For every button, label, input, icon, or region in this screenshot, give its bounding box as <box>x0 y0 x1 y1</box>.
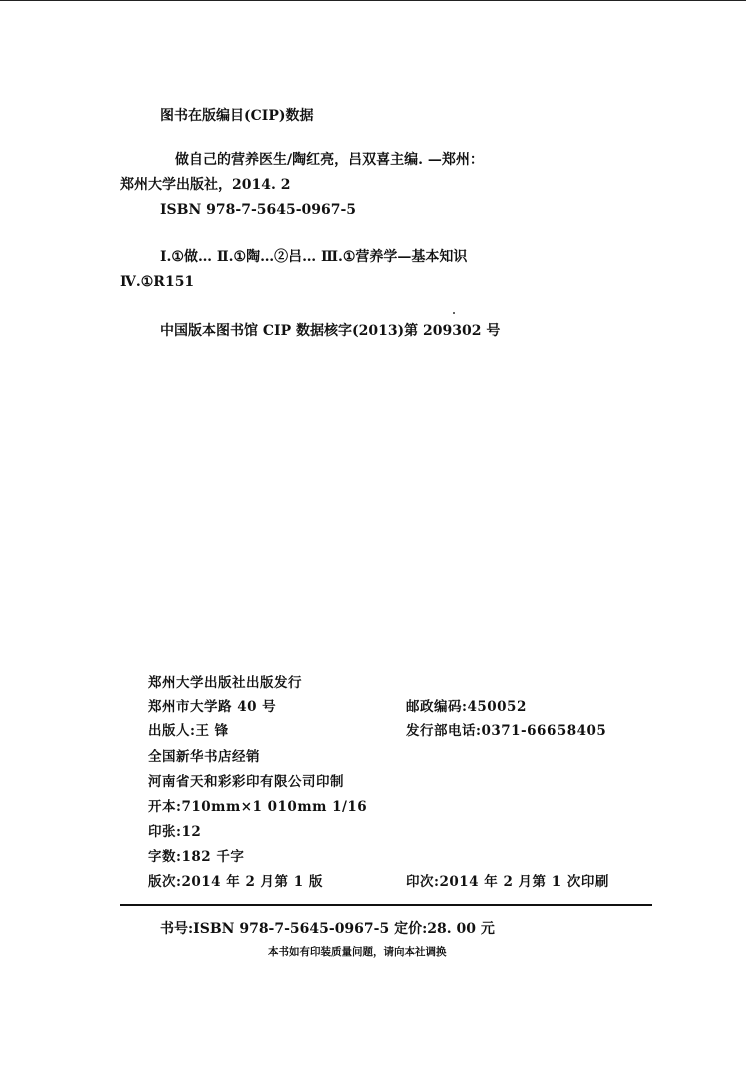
cip-book-title-line: 做自己的营养医生/陶红亮，吕双喜主编. —郑州： <box>175 152 484 168</box>
cip-isbn: ISBN 978-7-5645-0967-5 <box>160 202 357 218</box>
cip-record-number: 中国版本图书馆 CIP 数据核字(2013)第 209302 号 <box>160 323 501 339</box>
publisher-postcode: 邮政编码:450052 <box>406 699 527 715</box>
publisher-person: 出版人:王 锋 <box>148 723 229 739</box>
publisher-name: 郑州大学出版社出版发行 <box>148 675 302 691</box>
cip-title: 图书在版编目(CIP)数据 <box>160 108 314 124</box>
publisher-address: 郑州市大学路 40 号 <box>148 699 277 715</box>
cip-classification-2: Ⅳ.①R151 <box>120 274 195 290</box>
cip-publisher-line: 郑州大学出版社，2014. 2 <box>120 177 291 193</box>
footer-divider <box>120 904 652 906</box>
quality-notice: 本书如有印装质量问题，请向本社调换 <box>268 946 447 958</box>
printer: 河南省天和彩彩印有限公司印制 <box>148 774 344 790</box>
word-count: 字数:182 千字 <box>148 849 245 865</box>
publisher-phone: 发行部电话:0371-66658405 <box>406 723 607 739</box>
book-format: 开本:710mm×1 010mm 1/16 <box>148 799 368 815</box>
page-top-border <box>0 0 746 1</box>
cip-classification: Ⅰ.①做… Ⅱ.①陶…②吕… Ⅲ.①营养学—基本知识 <box>160 249 468 265</box>
edition-info: 版次:2014 年 2 月第 1 版 <box>148 874 323 890</box>
book-number-price: 书号:ISBN 978-7-5645-0967-5 定价:28. 00 元 <box>160 921 495 937</box>
distributor: 全国新华书店经销 <box>148 749 260 765</box>
printing-info: 印次:2014 年 2 月第 1 次印刷 <box>406 874 609 890</box>
print-sheets: 印张:12 <box>148 824 202 840</box>
speck-dot <box>453 312 455 314</box>
